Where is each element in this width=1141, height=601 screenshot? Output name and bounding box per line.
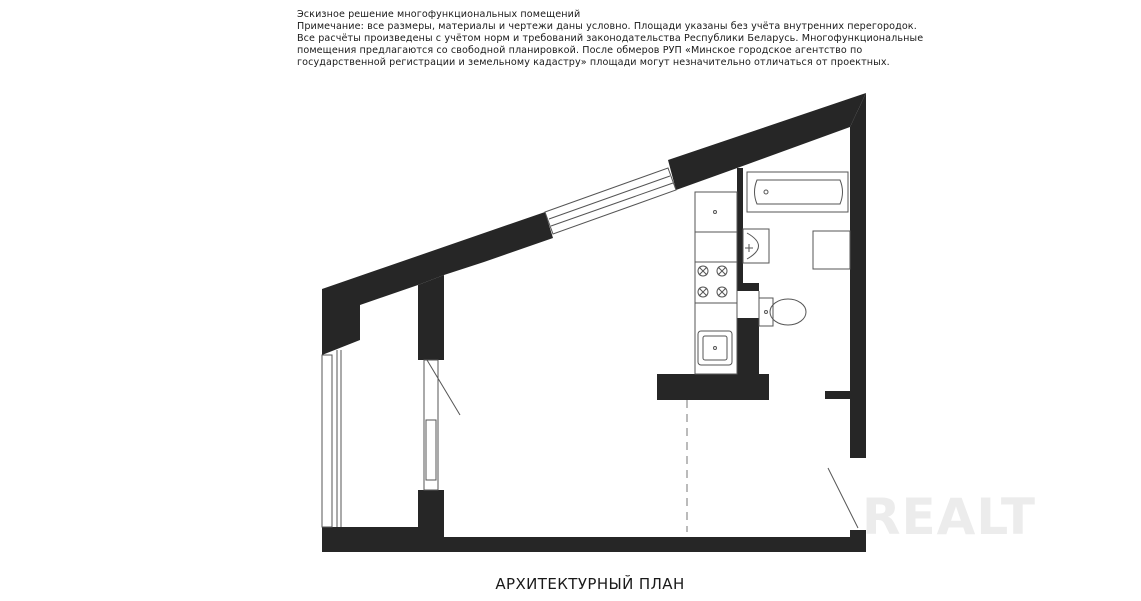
toilet bbox=[759, 298, 806, 326]
bottom-wall bbox=[322, 527, 866, 552]
plan-caption: АРХИТЕКТУРНЫЙ ПЛАН bbox=[495, 575, 685, 593]
top-wall-right bbox=[668, 93, 866, 190]
bath-sink bbox=[743, 229, 769, 263]
partition-upper bbox=[418, 275, 444, 360]
bathtub bbox=[747, 172, 848, 212]
bath-partition-top bbox=[737, 168, 743, 283]
notes-line: государственной регистрации и земельному кадастру» площади могут незначительно отличаться от проектных. bbox=[297, 57, 890, 68]
left-pier bbox=[322, 289, 360, 355]
bath-partition-low bbox=[737, 328, 759, 378]
notes-line: Все расчёты произведены с учётом норм и требований законодательства Республики Беларусь. Многофункциональные bbox=[297, 33, 924, 44]
bath-partition-col bbox=[737, 318, 759, 328]
bath-partition-mid bbox=[737, 283, 759, 291]
kitchen-sink bbox=[698, 331, 732, 365]
partition-lower bbox=[418, 490, 444, 527]
window-top bbox=[545, 168, 676, 234]
notes-line: Примечание: все размеры, материалы и чертежи даны условно. Площади указаны без учёта внутренних перегородок. bbox=[297, 21, 917, 32]
notes-line: помещения предлагаются со свободной планировкой. После обмеров РУП «Минское городское агентство по bbox=[297, 45, 863, 56]
balcony-doors bbox=[424, 360, 460, 490]
bathroom-door bbox=[759, 291, 858, 528]
notes-title: Эскизное решение многофункциональных помещений bbox=[297, 9, 581, 20]
right-wall bbox=[850, 93, 866, 458]
watermark-logo: REALT bbox=[862, 488, 1037, 546]
walls bbox=[322, 93, 866, 552]
balcony-glazing bbox=[322, 350, 341, 527]
bath-wall-stub bbox=[825, 391, 850, 399]
washing-machine bbox=[813, 231, 850, 269]
cooktop bbox=[698, 266, 727, 297]
